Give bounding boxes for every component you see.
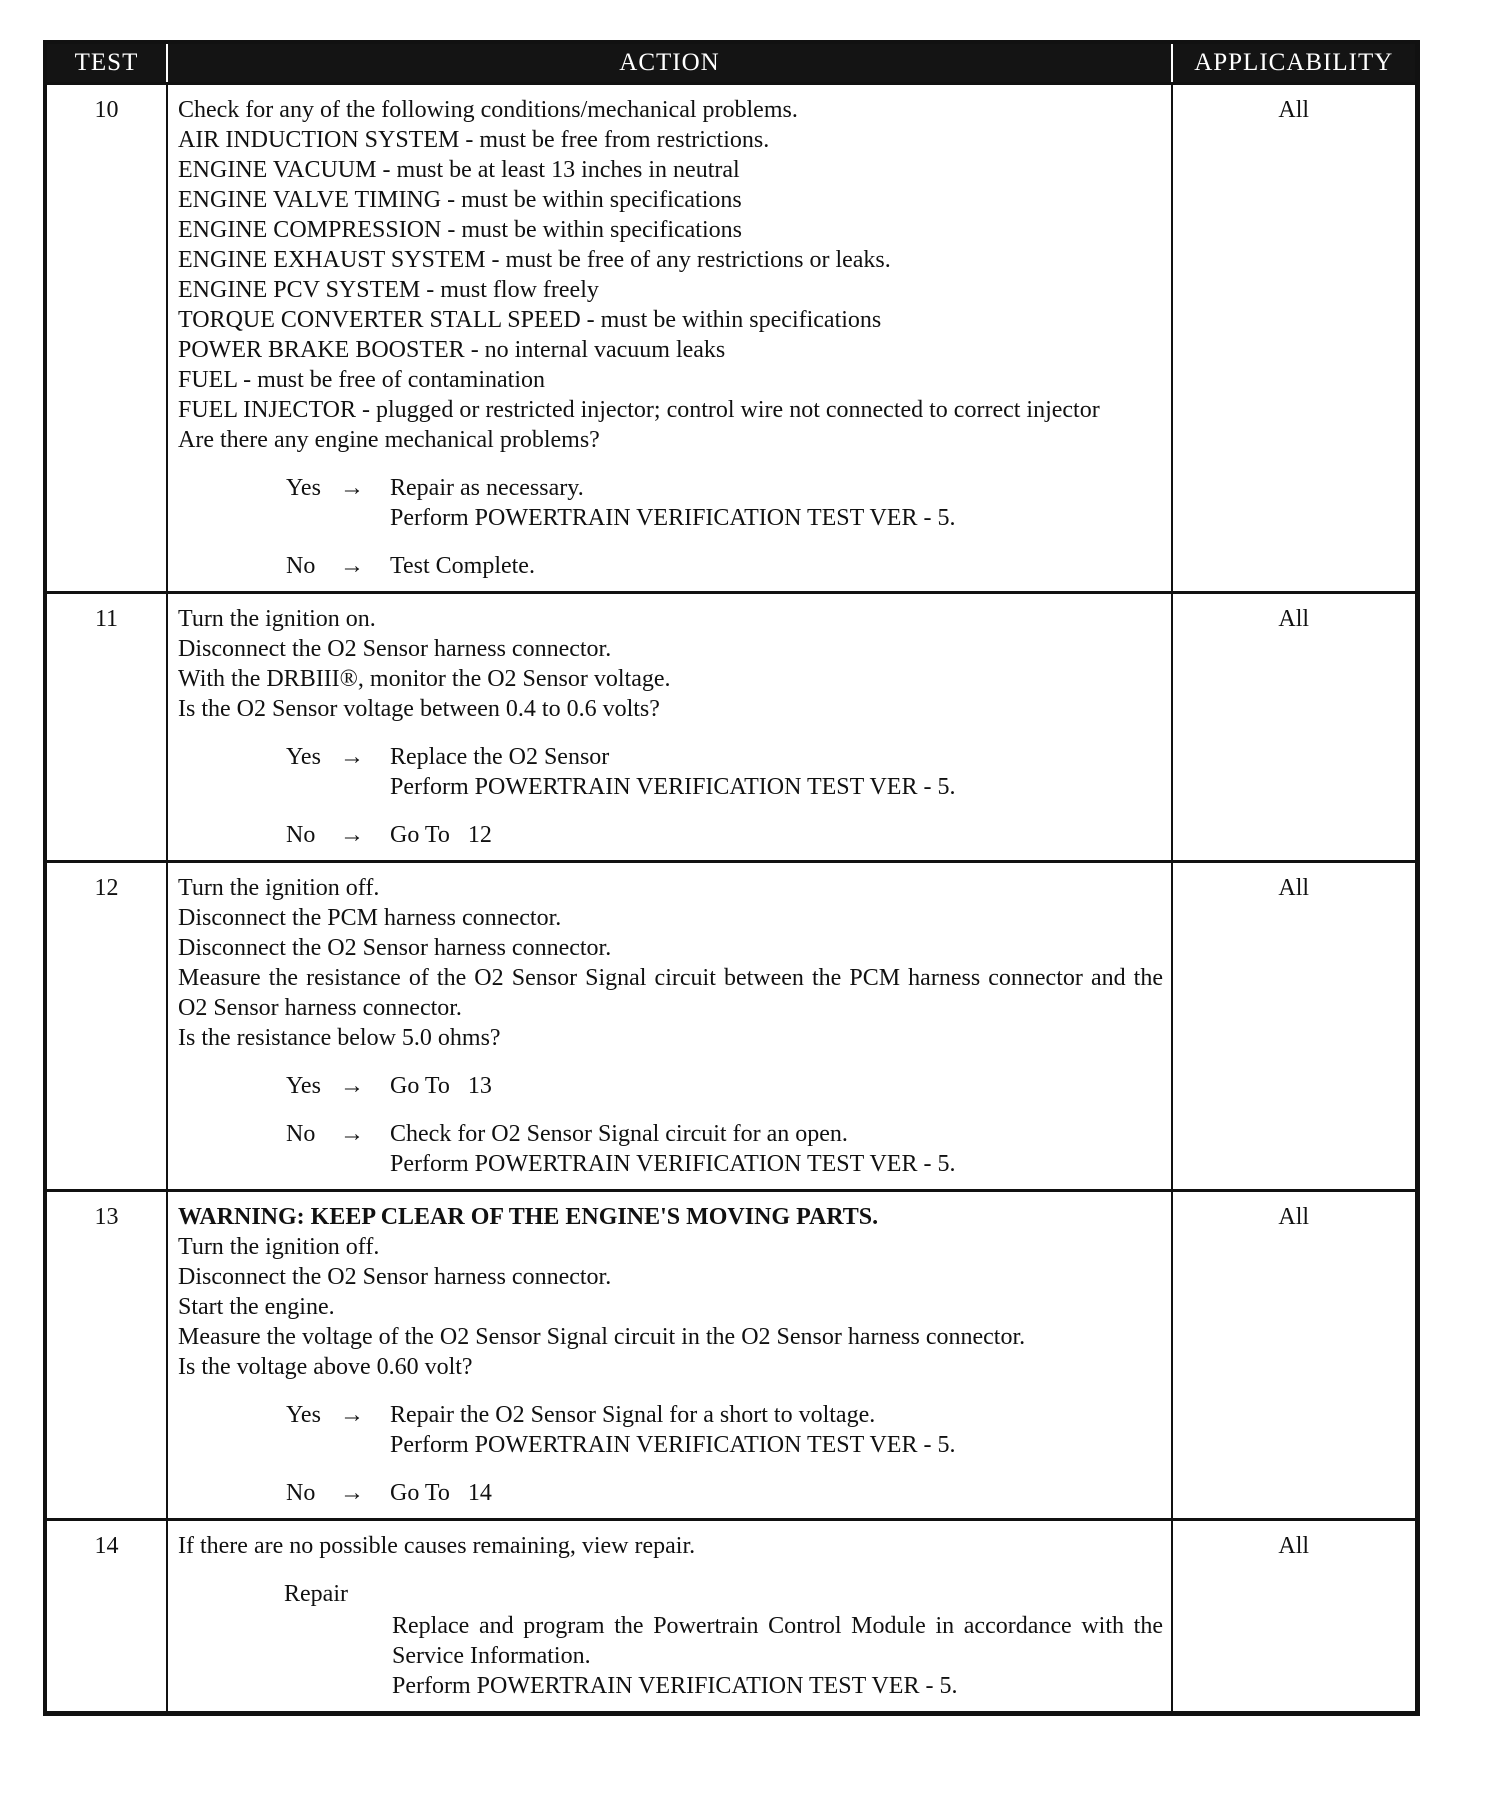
result-line: Perform POWERTRAIN VERIFICATION TEST VER - 5.: [390, 774, 956, 800]
arrow-icon: →: [340, 1480, 364, 1506]
yes-label: Yes: [286, 1402, 321, 1428]
applicability-cell: All: [1172, 1520, 1417, 1714]
step-line: FUEL - must be free of contamination: [178, 367, 546, 393]
step-line: Disconnect the O2 Sensor harness connector.: [178, 1264, 612, 1290]
table-row-test-11: [45, 593, 1417, 862]
step-line: Measure the resistance of the O2 Sensor Signal circuit between the PCM harness connector and the O2 Sensor harness connector.: [178, 965, 1163, 1021]
result-line: Perform POWERTRAIN VERIFICATION TEST VER - 5.: [390, 505, 956, 531]
repair-line: Replace and program the Powertrain Control Module in accordance with the Service Information.: [392, 1613, 1163, 1669]
test-number: 10: [45, 84, 167, 593]
step-line: ENGINE EXHAUST SYSTEM - must be free of any restrictions or leaks.: [178, 247, 891, 273]
header-action: ACTION: [167, 42, 1172, 84]
arrow-icon: →: [340, 1402, 364, 1428]
step-line: If there are no possible causes remaining, view repair.: [178, 1533, 696, 1559]
step-line: Disconnect the O2 Sensor harness connector.: [178, 636, 612, 662]
action-cell: [167, 1191, 1172, 1520]
step-line: ENGINE PCV SYSTEM - must flow freely: [178, 277, 599, 303]
yes-result: [390, 1071, 1163, 1101]
applicability-cell: All: [1172, 84, 1417, 593]
yes-label: Yes: [286, 744, 321, 770]
applicability-cell: All: [1172, 1191, 1417, 1520]
yes-outcome: [286, 1071, 1163, 1101]
question-line: Is the resistance below 5.0 ohms?: [178, 1025, 501, 1051]
action-cell: [167, 862, 1172, 1191]
table-row-test-14: [45, 1520, 1417, 1714]
arrow-icon: →: [340, 822, 364, 848]
step-line: With the DRBIII®, monitor the O2 Sensor voltage.: [178, 666, 671, 692]
applicability-cell: All: [1172, 862, 1417, 1191]
step-line: FUEL INJECTOR - plugged or restricted injector; control wire not connected to correct injector: [178, 397, 1100, 423]
action-cell: [167, 1520, 1172, 1714]
result-line: Go To 13: [390, 1073, 492, 1099]
applicability-cell: All: [1172, 593, 1417, 862]
test-number: 14: [45, 1520, 167, 1714]
result-line: Repair as necessary.: [390, 475, 584, 501]
no-outcome: [286, 1478, 1163, 1508]
repair-label: Repair: [284, 1581, 348, 1607]
question-line: Is the O2 Sensor voltage between 0.4 to 0.6 volts?: [178, 696, 660, 722]
no-result: [390, 820, 1163, 850]
no-outcome: [286, 820, 1163, 850]
result-line: Go To 14: [390, 1480, 492, 1506]
table-header: [45, 42, 1417, 84]
question-line: Are there any engine mechanical problems?: [178, 427, 600, 453]
no-outcome: [286, 551, 1163, 581]
no-label: No: [286, 822, 316, 848]
step-line: Turn the ignition on.: [178, 606, 376, 632]
repair-body: [392, 1611, 1163, 1701]
step-line: ENGINE VACUUM - must be at least 13 inches in neutral: [178, 157, 740, 183]
header-test: TEST: [45, 42, 167, 84]
yes-label: Yes: [286, 1073, 321, 1099]
yes-outcome: [286, 473, 1163, 533]
test-number: 13: [45, 1191, 167, 1520]
no-label: No: [286, 553, 316, 579]
no-outcome: [286, 1119, 1163, 1179]
step-line: ENGINE COMPRESSION - must be within specifications: [178, 217, 742, 243]
result-line: Go To 12: [390, 822, 492, 848]
result-line: Check for O2 Sensor Signal circuit for an open.: [390, 1121, 848, 1147]
step-line: Turn the ignition off.: [178, 1234, 380, 1260]
diagnostic-page: [43, 40, 1415, 1716]
arrow-icon: →: [340, 1073, 364, 1099]
step-line: AIR INDUCTION SYSTEM - must be free from restrictions.: [178, 127, 770, 153]
yes-outcome: [286, 1400, 1163, 1460]
test-number: 11: [45, 593, 167, 862]
result-line: Repair the O2 Sensor Signal for a short to voltage.: [390, 1402, 876, 1428]
no-label: No: [286, 1121, 316, 1147]
yes-label: Yes: [286, 475, 321, 501]
table-row-test-10: [45, 84, 1417, 593]
step-line: TORQUE CONVERTER STALL SPEED - must be within specifications: [178, 307, 882, 333]
header-applicability: APPLICABILITY: [1172, 42, 1417, 84]
step-line: Disconnect the O2 Sensor harness connector.: [178, 935, 612, 961]
repair-block: [284, 1579, 1163, 1701]
step-line: ENGINE VALVE TIMING - must be within specifications: [178, 187, 742, 213]
yes-result: [390, 742, 1163, 802]
yes-outcome: [286, 742, 1163, 802]
yes-result: [390, 473, 1163, 533]
warning-text: WARNING: KEEP CLEAR OF THE ENGINE'S MOVING PARTS.: [178, 1204, 879, 1230]
arrow-icon: →: [340, 744, 364, 770]
step-line: Check for any of the following conditions/mechanical problems.: [178, 97, 798, 123]
table-row-test-12: [45, 862, 1417, 1191]
arrow-icon: →: [340, 1121, 364, 1147]
diagnostic-table: [43, 40, 1420, 1716]
result-line: Replace the O2 Sensor: [390, 744, 610, 770]
result-line: Perform POWERTRAIN VERIFICATION TEST VER - 5.: [390, 1432, 956, 1458]
step-line: Disconnect the PCM harness connector.: [178, 905, 562, 931]
action-cell: [167, 84, 1172, 593]
no-result: [390, 1119, 1163, 1179]
question-line: Is the voltage above 0.60 volt?: [178, 1354, 473, 1380]
result-line: Test Complete.: [390, 553, 535, 579]
arrow-icon: →: [340, 475, 364, 501]
result-line: Perform POWERTRAIN VERIFICATION TEST VER - 5.: [390, 1151, 956, 1177]
arrow-icon: →: [340, 553, 364, 579]
yes-result: [390, 1400, 1163, 1460]
no-label: No: [286, 1480, 316, 1506]
step-line: Measure the voltage of the O2 Sensor Signal circuit in the O2 Sensor harness connector.: [178, 1324, 1026, 1350]
step-line: Turn the ignition off.: [178, 875, 380, 901]
repair-line: Perform POWERTRAIN VERIFICATION TEST VER - 5.: [392, 1673, 958, 1699]
action-cell: [167, 593, 1172, 862]
table-row-test-13: [45, 1191, 1417, 1520]
no-result: [390, 1478, 1163, 1508]
test-number: 12: [45, 862, 167, 1191]
no-result: [390, 551, 1163, 581]
step-line: Start the engine.: [178, 1294, 335, 1320]
step-line: POWER BRAKE BOOSTER - no internal vacuum leaks: [178, 337, 726, 363]
